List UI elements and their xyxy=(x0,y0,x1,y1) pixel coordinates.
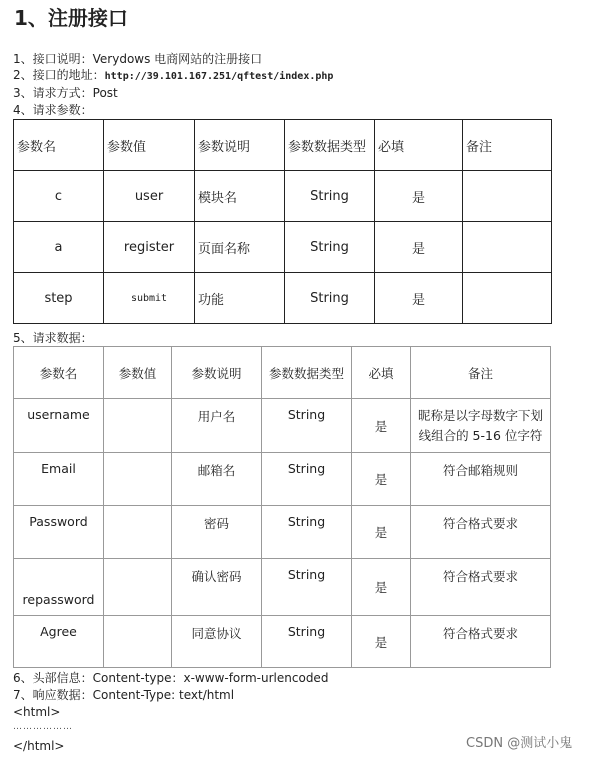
page-title: 1、注册接口 xyxy=(14,6,128,30)
header-cell: 参数名 xyxy=(14,120,104,171)
address-url: http://39.101.167.251/qftest/index.php xyxy=(104,71,334,82)
header-cell: 参数数据类型 xyxy=(285,120,375,171)
field-value xyxy=(104,616,172,668)
field-name: username xyxy=(14,399,104,453)
field-value xyxy=(104,399,172,453)
param-value: user xyxy=(104,171,195,222)
field-type: String xyxy=(262,399,352,453)
param-value: submit xyxy=(104,273,195,324)
header-cell: 参数名 xyxy=(14,347,104,399)
header-cell: 参数数据类型 xyxy=(262,347,352,399)
field-note: 符合格式要求 xyxy=(411,506,551,559)
field-note: 符合格式要求 xyxy=(411,559,551,616)
field-value xyxy=(104,506,172,559)
field-required: 是 xyxy=(352,506,411,559)
header-cell: 备注 xyxy=(463,120,552,171)
table-header-row xyxy=(14,347,551,399)
ellipsis-dots: ……………… xyxy=(13,722,73,732)
param-name: c xyxy=(14,171,104,222)
table-row xyxy=(14,222,552,273)
watermark: CSDN @测试小鬼 xyxy=(466,736,573,751)
field-value xyxy=(104,559,172,616)
param-description: 页面名称 xyxy=(195,222,285,273)
table-row xyxy=(14,273,552,324)
request-data-table xyxy=(13,346,551,668)
interface-description: 1、接口说明：Verydows 电商网站的注册接口 xyxy=(13,52,263,66)
header-info: 6、头部信息：Content-type：x-www-form-urlencoded xyxy=(13,671,329,685)
table-row xyxy=(14,171,552,222)
table-row xyxy=(14,616,551,668)
table-row xyxy=(14,399,551,453)
table-row xyxy=(14,506,551,559)
field-description: 确认密码 xyxy=(172,559,262,616)
table-row xyxy=(14,559,551,616)
param-type: String xyxy=(285,171,375,222)
table-row xyxy=(14,453,551,506)
param-required: 是 xyxy=(375,171,463,222)
header-cell: 参数值 xyxy=(104,120,195,171)
param-description: 模块名 xyxy=(195,171,285,222)
param-value: register xyxy=(104,222,195,273)
field-required: 是 xyxy=(352,453,411,506)
field-note: 昵称是以字母数字下划线组合的 5-16 位字符 xyxy=(411,399,551,453)
request-method: 3、请求方式：Post xyxy=(13,86,118,100)
field-name: Password xyxy=(14,506,104,559)
field-name: Email xyxy=(14,453,104,506)
param-name: a xyxy=(14,222,104,273)
field-type: String xyxy=(262,453,352,506)
html-close-tag: </html> xyxy=(13,739,65,753)
field-note: 符合邮箱规则 xyxy=(411,453,551,506)
field-name: Agree xyxy=(14,616,104,668)
field-description: 用户名 xyxy=(172,399,262,453)
field-description: 同意协议 xyxy=(172,616,262,668)
field-type: String xyxy=(262,506,352,559)
table-header-row xyxy=(14,120,552,171)
field-name: repassword xyxy=(14,559,104,616)
response-data: 7、响应数据：Content-Type: text/html xyxy=(13,688,235,702)
request-params-table xyxy=(13,119,552,324)
header-cell: 必填 xyxy=(352,347,411,399)
param-description: 功能 xyxy=(195,273,285,324)
param-name: step xyxy=(14,273,104,324)
field-required: 是 xyxy=(352,559,411,616)
header-cell: 必填 xyxy=(375,120,463,171)
param-note xyxy=(463,222,552,273)
field-type: String xyxy=(262,559,352,616)
field-required: 是 xyxy=(352,616,411,668)
html-open-tag: <html> xyxy=(13,705,61,719)
field-note: 符合格式要求 xyxy=(411,616,551,668)
request-params-label: 4、请求参数： xyxy=(13,103,93,117)
param-note xyxy=(463,171,552,222)
header-cell: 备注 xyxy=(411,347,551,399)
field-description: 密码 xyxy=(172,506,262,559)
header-cell: 参数说明 xyxy=(195,120,285,171)
request-data-label: 5、请求数据： xyxy=(13,331,93,345)
interface-address: 2、接口的地址：http://39.101.167.251/qftest/index.php xyxy=(13,68,334,82)
header-cell: 参数说明 xyxy=(172,347,262,399)
field-description: 邮箱名 xyxy=(172,453,262,506)
field-required: 是 xyxy=(352,399,411,453)
field-type: String xyxy=(262,616,352,668)
param-required: 是 xyxy=(375,222,463,273)
param-note xyxy=(463,273,552,324)
param-required: 是 xyxy=(375,273,463,324)
param-type: String xyxy=(285,222,375,273)
param-type: String xyxy=(285,273,375,324)
header-cell: 参数值 xyxy=(104,347,172,399)
field-value xyxy=(104,453,172,506)
